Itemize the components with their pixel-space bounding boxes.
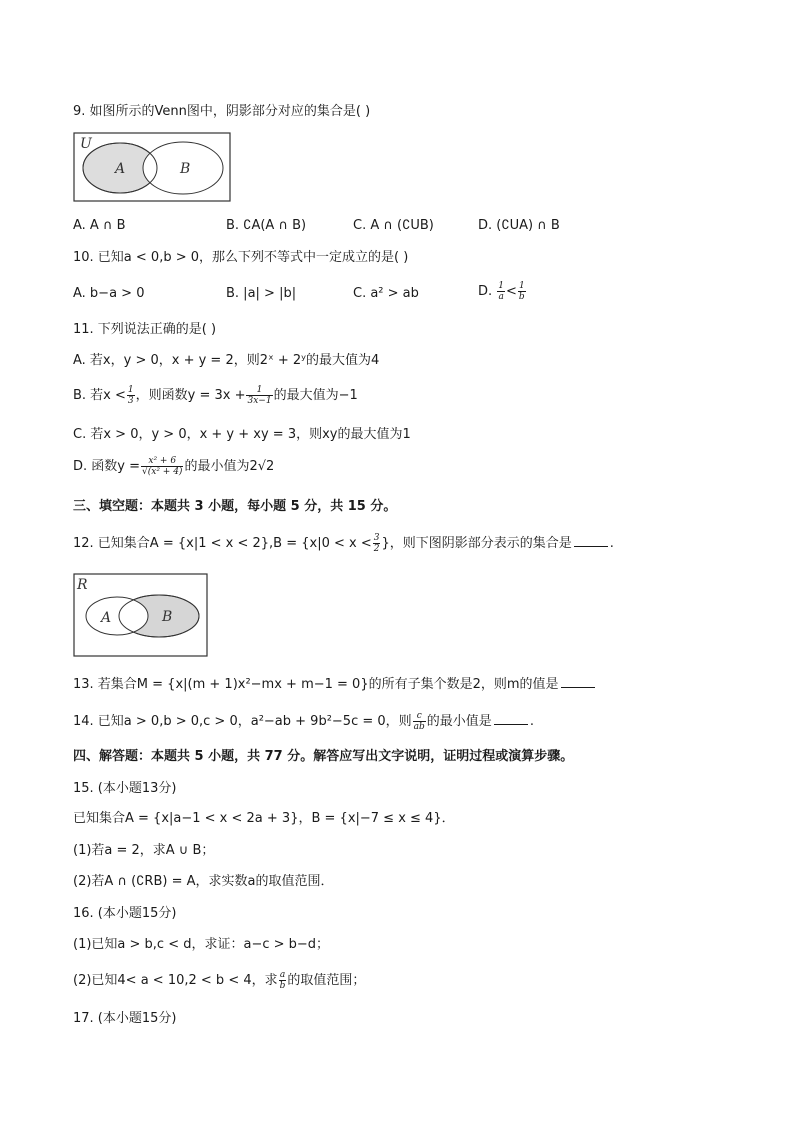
q11-option-b-frac1: [127, 385, 135, 406]
q11-option-d[interactable]: [73, 456, 274, 477]
section-3-heading: 三、填空题：本题共 3 小题，每小题 5 分，共 15 分。: [73, 499, 397, 514]
q16-part-2-frac: [279, 970, 287, 991]
frac-numerator: 1: [498, 281, 505, 291]
q15-header: 15. (本小题13分): [73, 781, 177, 796]
q11-option-b-frac2: [246, 385, 272, 406]
q12-answer-blank[interactable]: [574, 534, 608, 547]
q17-header: 17. (本小题15分): [73, 1011, 177, 1026]
q16-header: 16. (本小题15分): [73, 906, 177, 921]
section-4-heading: 四、解答题：本题共 5 小题，共 77 分。解答应写出文字说明，证明过程或演算步骤。: [73, 749, 574, 764]
q9-venn-label-a: A: [115, 161, 126, 177]
q14-stem-end: .: [529, 714, 534, 729]
q9-options: [73, 217, 753, 235]
q11-option-c[interactable]: C. 若x > 0，y > 0，x + y + xy = 3，则xy的最大值为1: [73, 427, 411, 442]
q12-stem-end: .: [609, 536, 614, 551]
frac-numerator: c: [413, 711, 426, 722]
q12-stem-pre: 12. 已知集合A = {x|1 < x < 2},B = {x|0 < x <: [73, 536, 372, 551]
q10-option-b[interactable]: B. |a| > |b|: [226, 286, 297, 301]
q15-given: 已知集合A = {x|a−1 < x < 2a + 3}，B = {x|−7 ≤ x ≤ 4}．: [73, 811, 455, 826]
q9-venn-universe-label: U: [80, 136, 92, 152]
q10-option-c[interactable]: C. a² > ab: [353, 286, 419, 301]
q15-part-2: (2)若A ∩ (∁RB) = A，求实数a的取值范围．: [73, 874, 334, 889]
q10-stem: 10. 已知a < 0,b > 0，那么下列不等式中一定成立的是( ): [73, 250, 409, 265]
q14-stem: [73, 711, 534, 732]
q9-venn-label-b: B: [180, 161, 191, 177]
q14-answer-blank[interactable]: [494, 712, 528, 725]
frac-numerator: 1: [518, 281, 525, 291]
frac-denominator: 3x−1: [247, 396, 272, 406]
q10-option-d-frac1: [497, 281, 505, 302]
q9-stem: 9. 如图所示的Venn图中，阴影部分对应的集合是( ): [73, 104, 371, 119]
q12-venn-label-a: A: [101, 610, 112, 626]
q11-option-a[interactable]: A. 若x，y > 0，x + y = 2，则2ˣ + 2ʸ的最大值为4: [73, 353, 380, 368]
q10-option-a[interactable]: A. b−a > 0: [73, 286, 145, 301]
q9-option-b[interactable]: B. ∁A(A ∩ B): [226, 218, 307, 233]
frac-numerator: a: [279, 970, 286, 980]
frac-numerator: x² + 6: [141, 456, 183, 467]
q16-part-2: [73, 970, 365, 991]
q16-part-2-pre: (2)已知4< a < 10,2 < b < 4，求: [73, 973, 278, 988]
q12-stem: [73, 533, 614, 554]
q12-venn-label-b: B: [162, 609, 173, 625]
q13-stem-text: 13. 若集合M = {x|(m + 1)x²−mx + m−1 = 0}的所有子集个数是2，则m的值是: [73, 677, 559, 692]
q12-venn-universe-label: R: [77, 577, 88, 593]
frac-denominator: 3: [127, 396, 134, 406]
frac-denominator: a: [498, 292, 504, 302]
q15-part-1: (1)若a = 2，求A ∪ B；: [73, 843, 215, 858]
frac-denominator: √(x² + 4): [142, 467, 183, 477]
q14-stem-post: 的最小值是: [426, 714, 492, 729]
q12-venn-diagram: [73, 573, 208, 657]
q14-stem-pre: 14. 已知a > 0,b > 0,c > 0，a²−ab + 9b²−5c = 0，则: [73, 714, 412, 729]
q11-option-b-post: 的最大值为−1: [273, 388, 358, 403]
q11-option-d-frac: [141, 456, 183, 477]
q12-venn-circle-a: [86, 597, 148, 635]
q10-options: [73, 281, 753, 303]
q11-option-d-post: 的最小值为2√2: [184, 459, 275, 474]
q11-option-b-pre: B. 若x <: [73, 388, 126, 403]
frac-numerator: 3: [373, 533, 380, 543]
q11-option-b[interactable]: [73, 385, 358, 406]
frac-denominator: ab: [413, 722, 425, 732]
q10-option-d[interactable]: [478, 281, 527, 302]
q16-part-2-post: 的取值范围；: [287, 973, 366, 988]
q9-venn-diagram: [73, 132, 231, 202]
q12-stem-post: }，则下图阴影部分表示的集合是: [381, 536, 572, 551]
q10-option-d-lt: <: [506, 284, 517, 299]
frac-numerator: 1: [246, 385, 272, 396]
q10-option-d-prefix: D.: [478, 284, 497, 299]
q9-option-a[interactable]: A. A ∩ B: [73, 218, 126, 233]
q11-option-d-pre: D. 函数y =: [73, 459, 140, 474]
frac-denominator: b: [518, 292, 525, 302]
q12-frac: [373, 533, 381, 554]
q16-part-1: (1)已知a > b,c < d，求证：a−c > b−d；: [73, 937, 330, 952]
q9-option-d[interactable]: D. (∁UA) ∩ B: [478, 218, 560, 233]
frac-denominator: 2: [373, 544, 380, 554]
q13-answer-blank[interactable]: [561, 675, 595, 688]
frac-numerator: 1: [127, 385, 134, 395]
q11-option-b-mid: ，则函数y = 3x +: [135, 388, 246, 403]
frac-denominator: b: [279, 981, 286, 991]
q11-stem: 11. 下列说法正确的是( ): [73, 322, 217, 337]
q14-frac: [413, 711, 426, 732]
q9-option-c[interactable]: C. A ∩ (∁UB): [353, 218, 434, 233]
q13-stem: [73, 675, 597, 694]
q10-option-d-frac2: [518, 281, 526, 302]
